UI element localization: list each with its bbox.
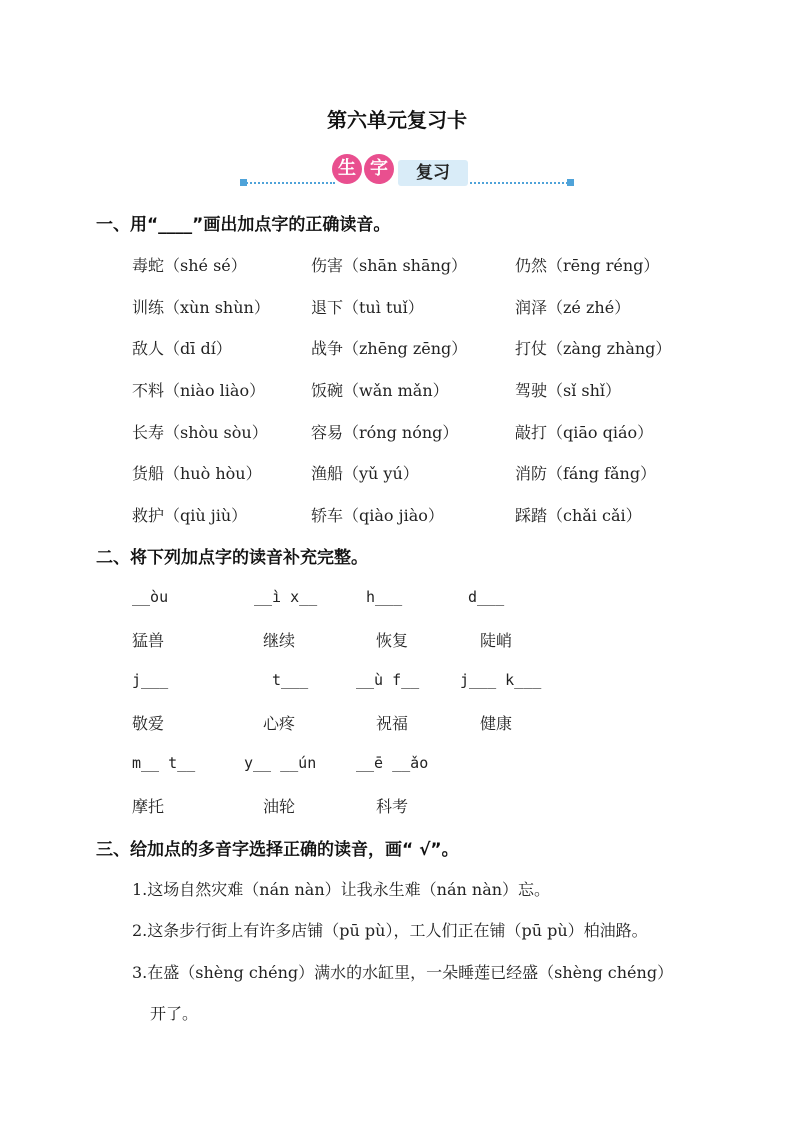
sentence: 3.在盛（shèng chéng）满水的水缸里，一朵睡莲已经盛（shèng chéng）: [132, 963, 674, 982]
fill-word: 敬爱: [132, 714, 165, 733]
banner-circle-char: 字: [364, 154, 394, 184]
pinyin-item: 消防（fáng fǎng）: [515, 464, 657, 483]
pinyin-item: 轿车（qiào jiào）: [311, 506, 444, 525]
pinyin-item: 退下（tuì tuǐ）: [311, 298, 424, 317]
pinyin-item: 救护（qiù jiù）: [132, 506, 248, 525]
page-title: 第六单元复习卡: [327, 108, 467, 132]
banner-tag: 复习: [398, 160, 468, 186]
pinyin-blank: j___: [132, 671, 169, 689]
sentence: 1.这场自然灾难（nán nàn）让我永生难（nán nàn）忘。: [132, 880, 551, 899]
fill-word: 陡峭: [480, 631, 513, 650]
pinyin-blank: h___: [366, 588, 403, 606]
pinyin-item: 饭碗（wǎn mǎn）: [311, 381, 449, 400]
banner-circle-char: 生: [332, 154, 362, 184]
section2-heading: 二、将下列加点字的读音补充完整。: [96, 548, 368, 568]
pinyin-item: 打仗（zàng zhàng）: [515, 339, 672, 358]
fill-word: 恢复: [376, 631, 409, 650]
pinyin-item: 敲打（qiāo qiáo）: [515, 423, 654, 442]
fill-word: 猛兽: [132, 631, 165, 650]
fill-word: 健康: [480, 714, 513, 733]
fill-word: 心疼: [263, 714, 296, 733]
pinyin-blank: __ù f__: [356, 671, 420, 689]
pinyin-item: 渔船（yǔ yú）: [311, 464, 419, 483]
sentence: 2.这条步行街上有许多店铺（pū pù），工人们正在铺（pū pù）柏油路。: [132, 921, 648, 940]
fill-word: 继续: [263, 631, 296, 650]
fill-word: 祝福: [376, 714, 409, 733]
pinyin-blank: __òu: [132, 588, 169, 606]
pinyin-item: 润泽（zé zhé）: [515, 298, 631, 317]
sentence: 开了。: [150, 1004, 199, 1023]
banner-square-right: [567, 179, 574, 186]
pinyin-item: 战争（zhēng zēng）: [311, 339, 468, 358]
pinyin-item: 仍然（rēng réng）: [515, 256, 660, 275]
banner-dotted-line-right: [470, 182, 568, 184]
pinyin-item: 不料（niào liào）: [132, 381, 266, 400]
pinyin-blank: d___: [468, 588, 505, 606]
pinyin-item: 驾驶（sǐ shǐ）: [515, 381, 622, 400]
pinyin-blank: t___: [272, 671, 309, 689]
fill-word: 油轮: [263, 797, 296, 816]
section1-heading: 一、用“____”画出加点字的正确读音。: [96, 215, 391, 235]
banner-dotted-line-left: [243, 182, 335, 184]
pinyin-item: 伤害（shān shāng）: [311, 256, 468, 275]
fill-word: 摩托: [132, 797, 165, 816]
banner-square-left: [240, 179, 247, 186]
section-banner: [240, 152, 574, 192]
pinyin-blank: __ē __ǎo: [356, 754, 429, 772]
pinyin-blank: y__ __ún: [244, 754, 317, 772]
pinyin-item: 训练（xùn shùn）: [132, 298, 270, 317]
pinyin-blank: __ì x__: [254, 588, 318, 606]
pinyin-blank: j___ k___: [460, 671, 542, 689]
pinyin-item: 毒蛇（shé sé）: [132, 256, 247, 275]
pinyin-blank: m__ t__: [132, 754, 196, 772]
section3-heading: 三、给加点的多音字选择正确的读音，画“ √”。: [96, 840, 459, 860]
pinyin-item: 敌人（dī dí）: [132, 339, 232, 358]
pinyin-item: 容易（róng nóng）: [311, 423, 459, 442]
pinyin-item: 货船（huò hòu）: [132, 464, 262, 483]
fill-word: 科考: [376, 797, 409, 816]
pinyin-item: 踩踏（chǎi cǎi）: [515, 506, 642, 525]
pinyin-item: 长寿（shòu sòu）: [132, 423, 268, 442]
